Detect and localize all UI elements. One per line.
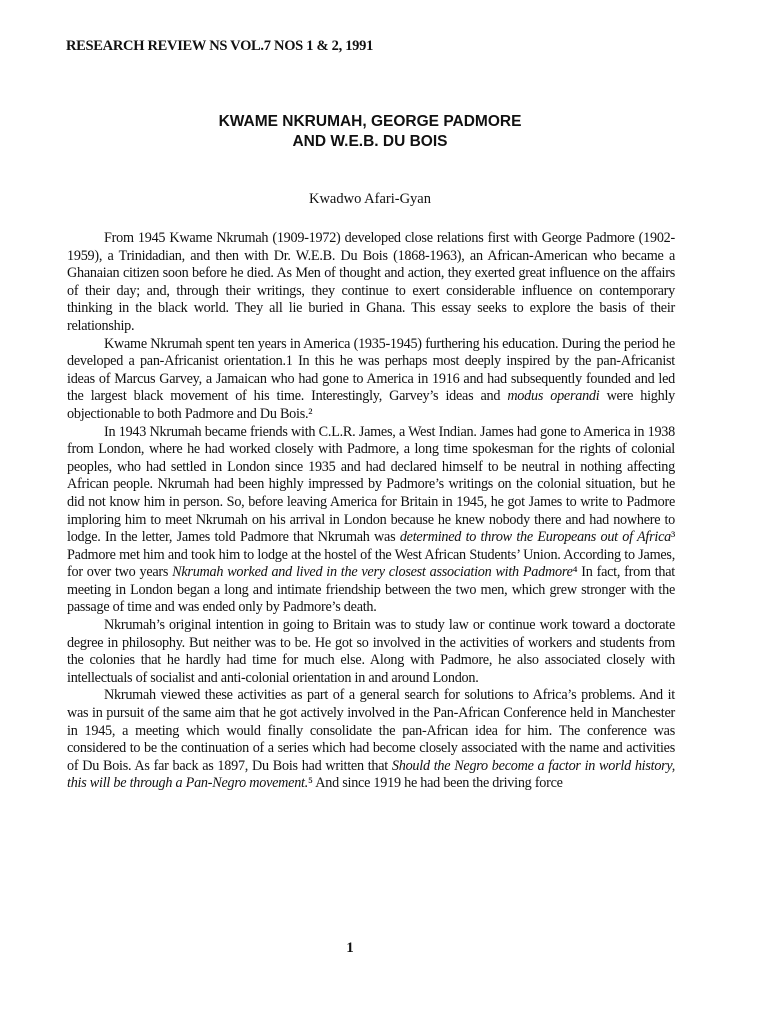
body-paragraph	[67, 336, 675, 424]
paragraph-text: Kwame Nkrumah spent ten years in America (1935-1945) furthering his education. During the period he developed a pan-Africanist orientation.1 In this he was perhaps most deeply inspired by the pan-Africanist ideas of Marcus Garvey, a Jamaican who had gone to America in 1916 and had subsequently founded and led the largest black movement of his time. Interestingly, Garvey’s ideas and	[67, 335, 675, 405]
body-paragraph	[67, 424, 675, 618]
italic-text: Nkrumah worked and lived in the very closest association with Padmore	[172, 564, 573, 581]
article-title	[0, 112, 740, 152]
paragraph-text: In 1943 Nkrumah became friends with C.L.R. James, a West Indian. James had gone to America in 1938 from London, where he had worked closely with Padmore, a long time spokesman for the rights of colonial peoples, who had settled in London since 1935 and had declared himself to be neutral in nothing affecting African people. Nkrumah had been highly impressed by Padmore’s writings on the colonial situation, but he did not know him in person. So, before leaving America for Britain in 1945, he got James to write to Padmore imploring him to meet Nkrumah on his arrival in London because he knew nobody there and had nowhere to lodge. In the letter, James told Padmore that Nkrumah was	[67, 423, 675, 546]
paragraph-text: Nkrumah viewed these activities as part of a general search for solutions to Africa’s problems. And it was in pursuit of the same aim that he got actively involved in the Pan-African Conference held in Manchester in 1945, a meeting which would finally consolidate the pan-African idea for him. The conference was considered to be the continuation of a series which had become closely associated with the name and activities of Du Bois. As far back as 1897, Du Bois had written that	[67, 687, 675, 774]
journal-header: RESEARCH REVIEW NS VOL.7 NOS 1 & 2, 1991	[66, 38, 374, 54]
paragraph-text: Nkrumah’s original intention in going to Britain was to study law or continue work toward a doctorate degree in philosophy. But neither was to be. He got so involved in the activities of workers and students from the colonies that he hardly had time for much else. Along with Padmore, he also associated closely with intellectuals of socialist and anti-colonial orientation in and around London.	[67, 617, 675, 686]
paragraph-text: ³ Padmore met him and took him to lodge at the hostel of the West African Students’ Union. According to James, for over two years	[67, 529, 675, 581]
italic-text: determined to throw the Europeans out of Africa	[399, 529, 671, 546]
paragraph-text: ⁵ And since 1919 he had been the driving force	[308, 775, 563, 792]
title-line-2: AND W.E.B. DU BOIS	[292, 133, 448, 150]
paragraph-text: From 1945 Kwame Nkrumah (1909-1972) developed close relations first with George Padmore (1902-1959), a Trinidadian, and then with Dr. W.E.B. Du Bois (1868-1963), an African-American who became a Ghanaian citizen soon before he died. As Men of thought and action, they exerted great influence on the affairs of their day; and, through their writings, they continue to exert considerable influence on contemporary thinking in the black world. They all lie buried in Ghana. This essay seeks to explore the basis of their relationship.	[67, 230, 675, 334]
paragraph-text: ⁴ In fact, from that meeting in London began a long and intimate friendship between the two men, which grew stronger with the passage of time and was ended only by Padmore’s death.	[67, 564, 675, 616]
title-line-1: KWAME NKRUMAH, GEORGE PADMORE	[218, 113, 522, 130]
italic-text: modus operandi	[507, 388, 600, 405]
article-body	[67, 230, 675, 793]
author-name: Kwadwo Afari-Gyan	[308, 191, 431, 207]
body-paragraph	[67, 230, 675, 336]
body-paragraph	[67, 687, 675, 793]
italic-text: Should the Negro become a factor in world history, this will be through a Pan-Negro movement.	[67, 757, 675, 792]
page-number: 1	[346, 940, 354, 956]
paragraph-text: were highly objectionable to both Padmore and Du Bois.²	[67, 388, 675, 422]
body-paragraph	[67, 617, 675, 687]
